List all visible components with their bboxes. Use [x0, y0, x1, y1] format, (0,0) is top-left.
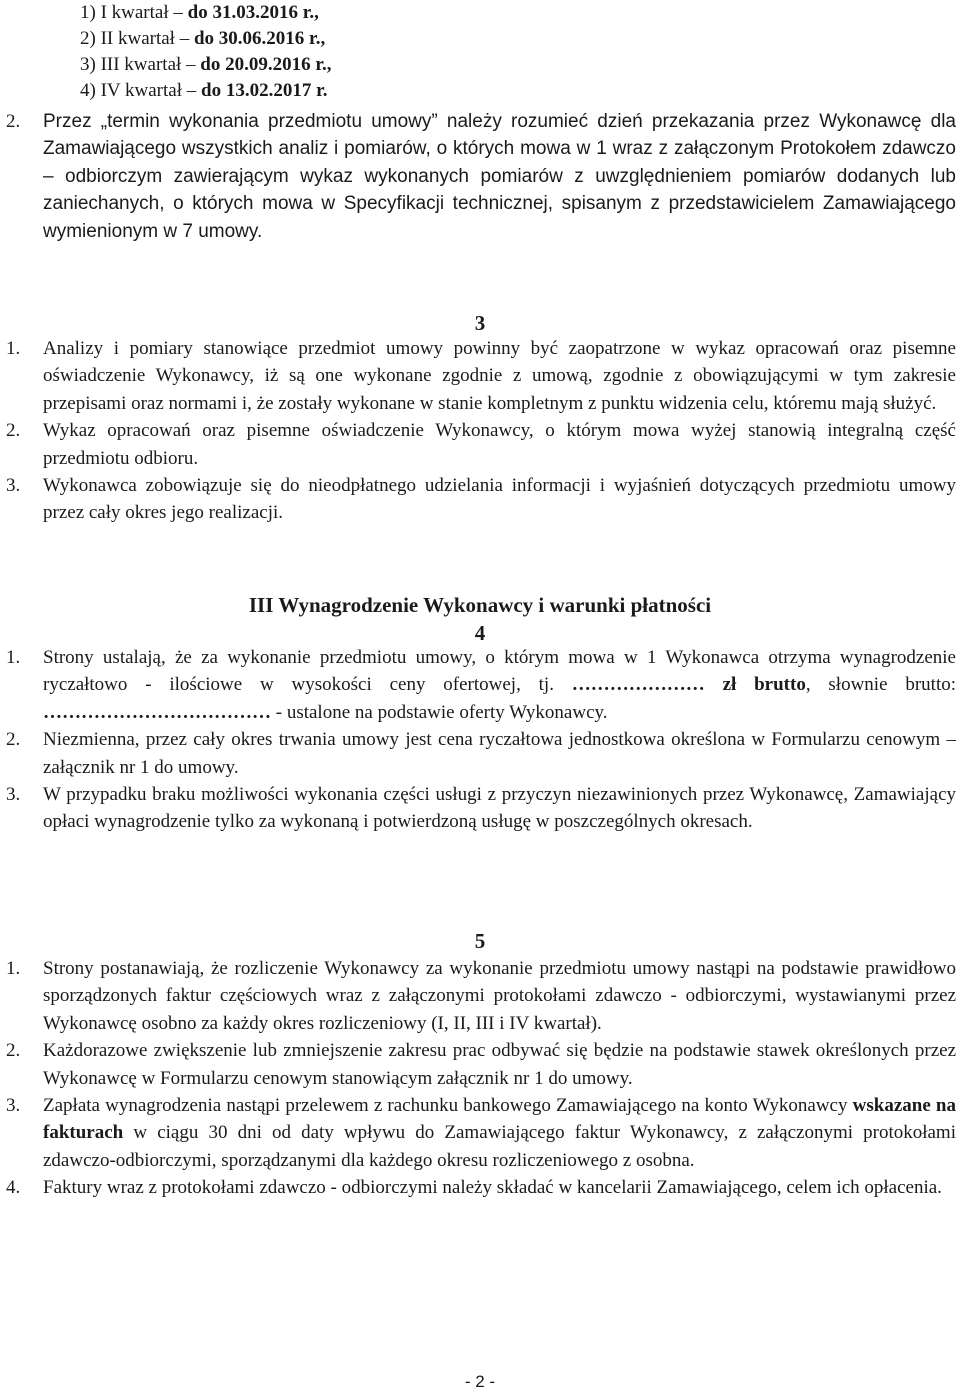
list-item [6, 955, 956, 1037]
list-item [6, 108, 956, 245]
quarter-label: 1) I kwartał – [80, 2, 188, 23]
page-number: - 2 - [464, 1372, 496, 1391]
item-number: 1. [6, 647, 21, 668]
price-words-placeholder: ……………………………… [43, 701, 271, 723]
item-text: Faktury wraz z protokołami zdawczo - odbiorczymi należy składać w kancelarii Zamawiającego, celem ich opłacenia. [43, 1177, 942, 1199]
quarter-date: do 20.09.2016 r., [200, 54, 332, 75]
quarter-date: do 13.02.2017 r. [201, 80, 328, 101]
item-text: Przez „termin wykonania przedmiotu umowy” należy rozumieć dzień przekazania przez Wykonawcę dla Zamawiającego wszystkich analiz i pomiarów, o których mowa w 1 wraz z załączonym Protokołem zdawczo – odbiorczym zawierającym wykaz wykonanych pomiarów z uwzględnieniem pomiarów dodanych lub zaniechanych, o których mowa w Specyfikacji technicznej, spisanym z przedstawicielem Zamawiającego wymienionym w 7 umowy. [43, 111, 956, 242]
item-number: 4. [6, 1177, 21, 1199]
item-number: 2. [6, 1040, 21, 1062]
chapter-heading: III Wynagrodzenie Wykonawcy i warunki płatności [248, 593, 712, 617]
section-2-item-2 [6, 108, 956, 245]
item-text: Wykonawca zobowiązuje się do nieodpłatnego udzielania informacji i wyjaśnień dotyczących przedmiotu umowy przez cały okres jego realizacji. [43, 475, 956, 524]
item-text: W przypadku braku możliwości wykonania części usługi z przyczyn niezawinionych przez Wykonawcę, Zamawiający opłaci wynagrodzenie tylko za wykonaną i potwierdzoną usługę w poszczególnych okresach. [43, 784, 956, 833]
list-item [6, 1092, 956, 1174]
list-item [6, 644, 956, 726]
quarter-label: 2) II kwartał – [80, 28, 194, 49]
quarter-item [80, 0, 332, 26]
quarter-item [80, 52, 332, 78]
item-number: 2. [6, 420, 21, 442]
item-text: w ciągu 30 dni od daty wpływu do Zamawiającego faktur Wykonawcy, z załączonymi protokołami zdawczo-odbiorczymi, sporządzanymi dla każdego okresu rozliczeniowego z osobna. [43, 1122, 956, 1171]
list-item [6, 781, 956, 836]
section-3-list [6, 335, 956, 527]
item-bold-text: wskazane na fakturach [43, 1095, 956, 1144]
section-4-heading: 4 [474, 621, 486, 645]
quarter-label: 3) III kwartał – [80, 54, 201, 75]
item-text: Strony postanawiają, że rozliczenie Wykonawcy za wykonanie przedmiotu umowy nastąpi na podstawie prawidłowo sporządzonych faktur częściowych wraz z załączonymi protokołami zdawczo - odbiorczymi, wystawianymi przez Wykonawcę osobno za każdy okres rozliczeniowy (I, II, III i IV kwartał). [43, 958, 956, 1034]
item-number: 2. [6, 729, 21, 751]
price-placeholder: ………………… zł brutto [571, 674, 806, 696]
list-item [6, 335, 956, 417]
list-item [6, 1037, 956, 1092]
list-item [6, 1174, 956, 1201]
list-item [6, 472, 956, 527]
quarter-item [80, 78, 332, 104]
section-4-list [6, 644, 956, 836]
quarter-date: do 31.03.2016 r., [187, 2, 319, 23]
item-text: Analizy i pomiary stanowiące przedmiot umowy powinny być zaopatrzone w wykaz opracowań oraz pisemne oświadczenie Wykonawcy, iż są one wykonane zgodnie z umową, zgodnie z obowiązującymi w tym zakresie przepisami oraz normami i, że zostały wykonane w stanie kompletnym z punktu widzenia celu, któremu mają służyć. [43, 338, 956, 414]
item-number: 3. [6, 1095, 21, 1117]
item-number: 3. [6, 475, 21, 497]
list-item [6, 417, 956, 472]
quarter-item [80, 26, 332, 52]
item-text: , słownie brutto: [805, 674, 956, 696]
section-3-heading: 3 [474, 311, 486, 335]
item-number: 3. [6, 784, 21, 806]
section-5-heading: 5 [474, 929, 486, 953]
item-number: 1. [6, 338, 21, 359]
item-text: Strony ustalają, że za wykonanie przedmiotu umowy, o którym mowa w 1 Wykonawca otrzyma wynagrodzenie ryczałtowo - ilościowe w wysokości ceny ofertowej, tj. [43, 647, 956, 696]
quarter-label: 4) IV kwartał – [80, 80, 202, 101]
item-text: Każdorazowe zwiększenie lub zmniejszenie zakresu prac odbywać się będzie na podstawie stawek określonych przez Wykonawcę w Formularzu cenowym stanowiącym załącznik nr 1 do umowy. [43, 1040, 956, 1089]
item-number: 2. [6, 111, 21, 132]
item-text: - ustalone na podstawie oferty Wykonawcy. [271, 701, 608, 723]
item-text: Wykaz opracowań oraz pisemne oświadczenie Wykonawcy, o którym mowa wyżej stanowią integralną część przedmiotu odbioru. [43, 420, 956, 469]
item-text: Niezmienna, przez cały okres trwania umowy jest cena ryczałtowa jednostkowa określona w Formularzu cenowym – załącznik nr 1 do umowy. [43, 729, 956, 778]
item-number: 1. [6, 958, 21, 979]
quarter-deadlines-list [80, 0, 332, 104]
item-text: Zapłata wynagrodzenia nastąpi przelewem z rachunku bankowego Zamawiającego na konto Wykonawcy [43, 1095, 853, 1117]
section-5-list [6, 955, 956, 1202]
list-item [6, 726, 956, 781]
quarter-date: do 30.06.2016 r., [193, 28, 326, 49]
